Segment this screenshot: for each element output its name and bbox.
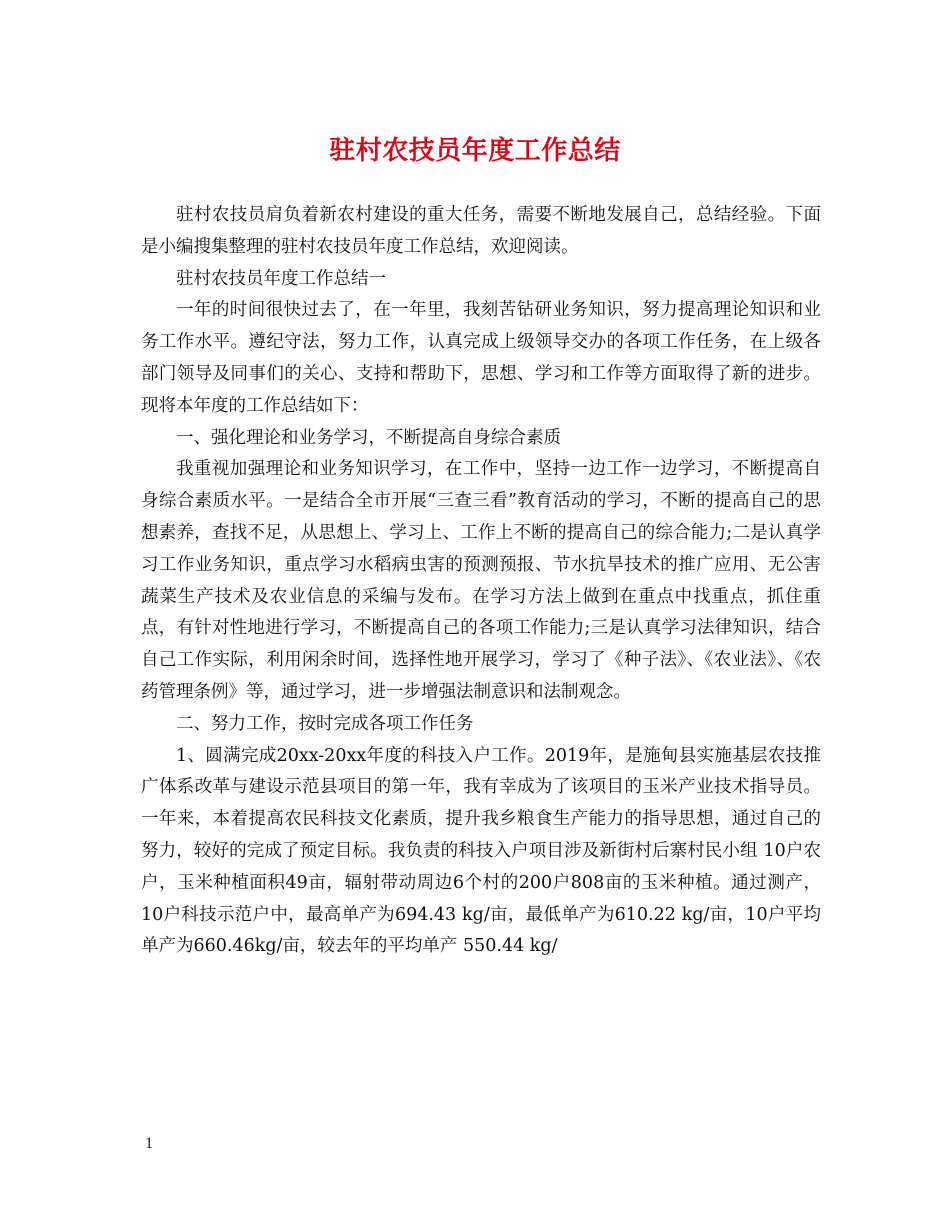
section-heading-summary-one: 驻村农技员年度工作总结一: [176, 268, 386, 289]
document-body: [141, 200, 821, 963]
paragraph-intro: 驻村农技员肩负着新农村建设的重大任务，需要不断地发展自己，总结经验。下面是小编搜集整理的驻村农技员年度工作总结，欢迎阅读。: [141, 205, 821, 257]
document-title: 驻村农技员年度工作总结: [329, 136, 621, 166]
paragraph-tech-household: 1、圆满完成20xx-20xx年度的科技入户工作。2019年，是施甸县实施基层农技推广体系改革与建设示范县项目的第一年，我有幸成为了该项目的玉米产业技术指导员。一年来，本着提高农民科技文化素质，提升我乡粮食生产能力的指导思想，通过自己的努力，较好的完成了预定目标。我负责的科技入户项目涉及新街村后寨村民小组 10户农户，玉米种植面积49亩，辐射带动周边6个村的200户808亩的玉米种植。通过测产，10户科技示范户中，最高单产为694.43 kg/亩，最低单产为610.22 kg/亩，10户平均单产为660.46kg/亩，较去年的平均单产 550.44 kg/: [141, 745, 821, 957]
page-number: 1: [145, 1135, 153, 1152]
paragraph-study: 我重视加强理论和业务知识学习，在工作中，坚持一边工作一边学习，不断提高自身综合素质水平。一是结合全市开展“三查三看”教育活动的学习，不断的提高自己的思想素养，查找不足，从思想上、学习上、工作上不断的提高自己的综合能力;二是认真学习工作业务知识，重点学习水稻病虫害的预测预报、节水抗旱技术的推广应用、无公害蔬菜生产技术及农业信息的采编与发布。在学习方法上做到在重点中找重点，抓住重点，有针对性地进行学习，不断提高自己的各项工作能力;三是认真学习法律知识，结合自己工作实际，利用闲余时间，选择性地开展学习，学习了《种子法》、《农业法》、《农药管理条例》等，通过学习，进一步增强法制意识和法制观念。: [141, 459, 821, 702]
section-heading-work: 二、努力工作，按时完成各项工作任务: [176, 713, 474, 734]
paragraph-overview: 一年的时间很快过去了，在一年里，我刻苦钻研业务知识，努力提高理论知识和业务工作水平。遵纪守法，努力工作，认真完成上级领导交办的各项工作任务，在上级各部门领导及同事们的关心、支持和帮助下，思想、学习和工作等方面取得了新的进步。现将本年度的工作总结如下：: [141, 300, 821, 416]
section-heading-study: 一、强化理论和业务学习，不断提高自身综合素质: [176, 427, 561, 448]
